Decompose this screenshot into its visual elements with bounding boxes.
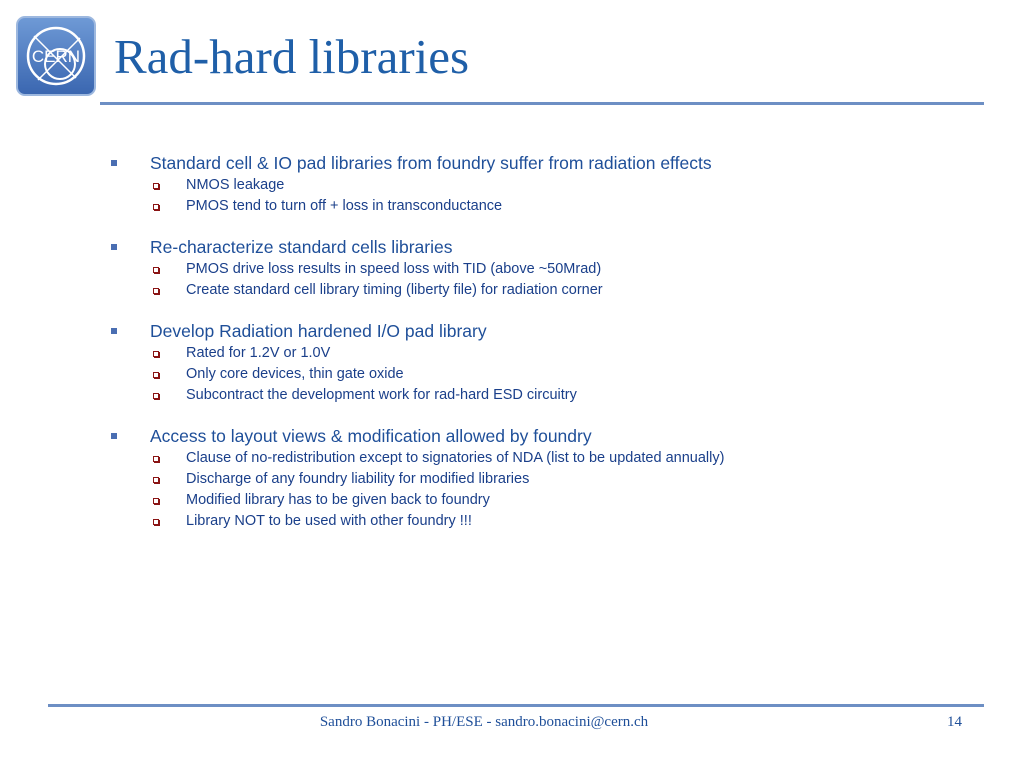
hollow-square-bullet-icon	[153, 288, 159, 294]
hollow-square-bullet-icon	[153, 498, 159, 504]
page-number: 14	[947, 714, 962, 730]
bullet-text: Re-characterize standard cells libraries	[150, 237, 453, 257]
bullet-item	[110, 424, 990, 448]
sub-bullet-item	[110, 469, 990, 490]
hollow-square-bullet-icon	[153, 519, 159, 525]
sub-bullet-text: Library NOT to be used with other foundry !!!	[186, 513, 472, 529]
title-divider	[100, 102, 984, 105]
sub-bullet-text: Subcontract the development work for rad-hard ESD circuitry	[186, 387, 577, 403]
hollow-square-bullet-icon	[153, 267, 159, 273]
hollow-square-bullet-icon	[153, 204, 159, 210]
sub-bullet-item	[110, 175, 990, 196]
sub-bullet-text: PMOS tend to turn off + loss in transconductance	[186, 198, 503, 214]
square-bullet-icon	[111, 433, 117, 439]
logo-text: CERN	[31, 47, 81, 66]
bullet-text: Develop Radiation hardened I/O pad library	[150, 321, 487, 341]
sub-bullet-item	[110, 511, 990, 532]
hollow-square-bullet-icon	[153, 477, 159, 483]
bullet-text: Access to layout views & modification allowed by foundry	[150, 426, 592, 446]
sub-bullet-text: Rated for 1.2V or 1.0V	[186, 345, 331, 361]
bullet-text: Standard cell & IO pad libraries from foundry suffer from radiation effects	[150, 153, 712, 173]
footer-divider	[48, 704, 984, 707]
hollow-square-bullet-icon	[153, 351, 159, 357]
hollow-square-bullet-icon	[153, 393, 159, 399]
sub-bullet-text: Clause of no-redistribution except to signatories of NDA (list to be updated annually)	[186, 450, 725, 466]
sub-bullet-item	[110, 490, 990, 511]
sub-bullet-item	[110, 280, 990, 301]
slide-title: Rad-hard libraries	[114, 29, 470, 84]
square-bullet-icon	[111, 160, 117, 166]
bullet-group	[110, 151, 990, 217]
sub-bullet-text: Discharge of any foundry liability for modified libraries	[186, 471, 530, 487]
bullet-item	[110, 319, 990, 343]
square-bullet-icon	[111, 328, 117, 334]
square-bullet-icon	[111, 244, 117, 250]
sub-bullet-item	[110, 259, 990, 280]
hollow-square-bullet-icon	[153, 372, 159, 378]
sub-bullet-text: Create standard cell library timing (liberty file) for radiation corner	[186, 282, 603, 298]
bullet-item	[110, 235, 990, 259]
bullet-item	[110, 151, 990, 175]
footer-text: Sandro Bonacini - PH/ESE - sandro.bonacini@cern.ch	[319, 714, 649, 730]
sub-bullet-item	[110, 196, 990, 217]
bullet-list	[110, 151, 990, 550]
sub-bullet-item	[110, 385, 990, 406]
sub-bullet-item	[110, 448, 990, 469]
hollow-square-bullet-icon	[153, 456, 159, 462]
bullet-group	[110, 235, 990, 301]
sub-bullet-text: Modified library has to be given back to foundry	[186, 492, 490, 508]
bullet-group	[110, 319, 990, 406]
bullet-group	[110, 424, 990, 532]
sub-bullet-text: PMOS drive loss results in speed loss with TID (above ~50Mrad)	[186, 261, 602, 277]
cern-logo	[16, 16, 96, 96]
sub-bullet-item	[110, 364, 990, 385]
cern-logo-icon	[16, 16, 96, 96]
hollow-square-bullet-icon	[153, 183, 159, 189]
sub-bullet-text: NMOS leakage	[186, 177, 285, 193]
sub-bullet-text: Only core devices, thin gate oxide	[186, 366, 404, 382]
sub-bullet-item	[110, 343, 990, 364]
